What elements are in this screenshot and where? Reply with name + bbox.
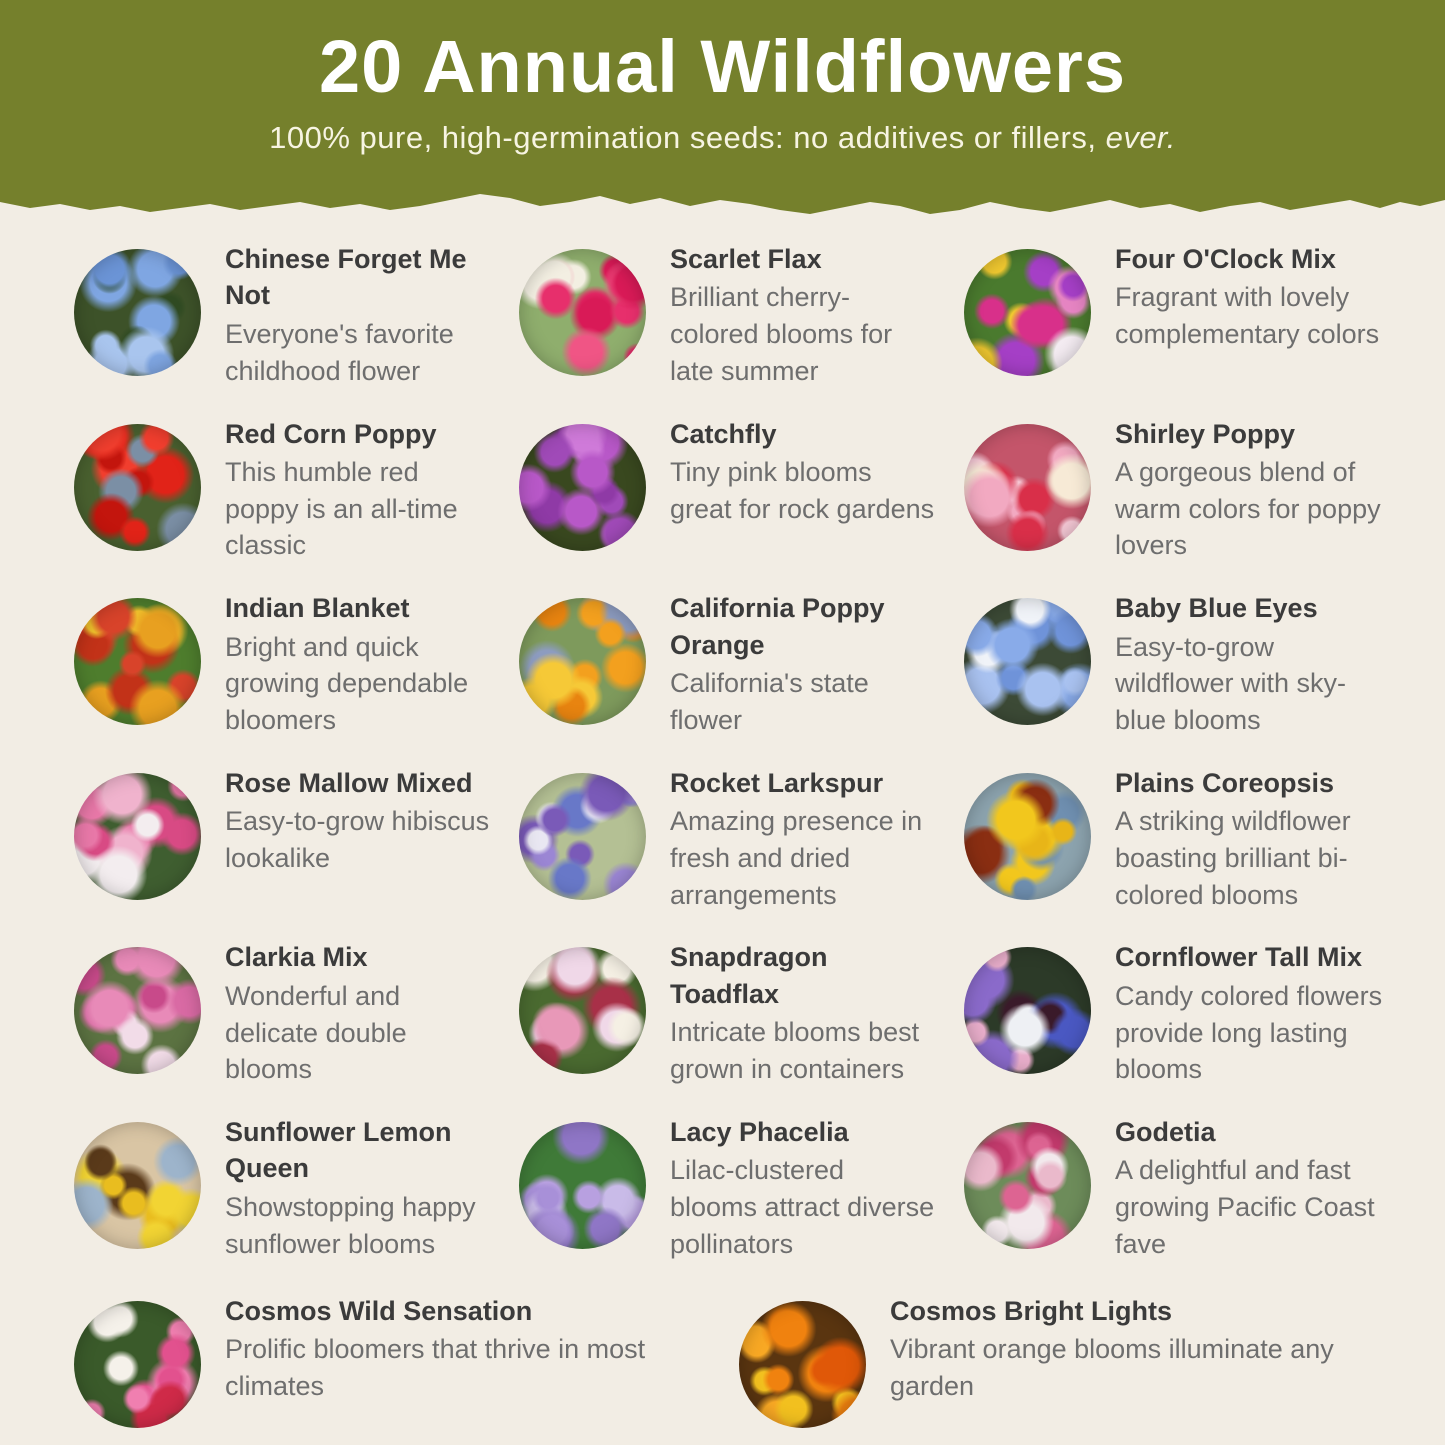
torn-paper-edge	[0, 191, 1445, 219]
flower-name: Red Corn Poppy	[225, 418, 437, 449]
wildflower-text-block	[225, 1114, 493, 1262]
flower-description: This humble red poppy is an all-time classic	[225, 457, 458, 561]
chinese-forget-me-not-photo	[74, 249, 201, 376]
flower-description: California's state flower	[670, 668, 869, 735]
flower-name: Indian Blanket	[225, 593, 410, 624]
rose-mallow-mixed-photo	[74, 773, 201, 900]
wildflower-item	[74, 590, 493, 739]
flower-name: Scarlet Flax	[670, 244, 822, 274]
flower-description: Brilliant cherry-colored blooms for late summer	[670, 282, 893, 386]
flower-description: Intricate blooms best grown in containers	[670, 1017, 920, 1084]
indian-blanket-photo	[74, 598, 201, 725]
plains-coreopsis-photo	[964, 773, 1091, 900]
flower-name: Rocket Larkspur	[670, 767, 884, 798]
wildflower-item	[519, 939, 938, 1088]
four-oclock-mix-photo	[964, 249, 1091, 376]
flower-description: Showstopping happy sunflower blooms	[225, 1191, 476, 1259]
snapdragon-toadflax-photo	[519, 947, 646, 1074]
wildflower-text-block	[670, 416, 938, 528]
lacy-phacelia-photo	[519, 1122, 646, 1249]
wildflower-text-block	[1115, 765, 1383, 914]
godetia-photo	[964, 1122, 1091, 1249]
flower-name: Cornflower Tall Mix	[1115, 942, 1363, 973]
flower-description: Candy colored flowers provide long lasting blooms	[1115, 980, 1383, 1085]
flower-description: A gorgeous blend of warm colors for poppy lovers	[1115, 457, 1381, 561]
flower-description: Tiny pink blooms great for rock gardens	[670, 457, 935, 524]
page-subtitle	[0, 120, 1445, 156]
wildflower-item	[964, 416, 1383, 565]
flower-description: A delightful and fast growing Pacific Coast fave	[1115, 1155, 1375, 1259]
wildflower-text-block	[1115, 241, 1383, 353]
flower-description: Prolific bloomers that thrive in most climates	[225, 1334, 646, 1401]
wildflower-item	[519, 1114, 938, 1263]
wildflower-text-block	[225, 241, 493, 389]
wildflower-item	[519, 590, 938, 739]
wildflower-grid-bottom-row	[0, 1263, 1445, 1428]
wildflower-text-block	[670, 1114, 938, 1263]
flower-description: Easy-to-grow hibiscus lookalike	[225, 806, 490, 873]
flower-name: Clarkia Mix	[225, 942, 368, 973]
flower-name: Four O'Clock Mix	[1115, 244, 1336, 274]
wildflower-text-block	[225, 1293, 719, 1405]
wildflower-item	[74, 241, 493, 390]
flower-description: Amazing presence in fresh and dried arrangements	[670, 806, 923, 910]
shirley-poppy-photo	[964, 424, 1091, 551]
flower-description: Bright and quick growing dependable bloomers	[225, 631, 469, 736]
flower-description: Lilac-clustered blooms attract diverse pollinators	[670, 1155, 935, 1259]
flower-name: Catchfly	[670, 418, 777, 449]
clarkia-mix-photo	[74, 947, 201, 1074]
wildflower-text-block	[670, 765, 938, 914]
sunflower-lemon-queen-photo	[74, 1122, 201, 1249]
wildflower-item	[964, 590, 1383, 739]
cosmos-bright-lights-photo	[739, 1301, 866, 1428]
scarlet-flax-photo	[519, 249, 646, 376]
wildflower-text-block	[1115, 590, 1383, 739]
flower-description: Fragrant with lovely complementary colors	[1115, 282, 1380, 350]
flower-description: Wonderful and delicate double blooms	[225, 980, 407, 1085]
wildflower-item	[964, 939, 1383, 1088]
flower-description: Everyone's favorite childhood flower	[225, 318, 454, 386]
flower-name: Rose Mallow Mixed	[225, 767, 473, 798]
baby-blue-eyes-photo	[964, 598, 1091, 725]
wildflower-item	[964, 241, 1383, 390]
wildflower-text-block	[225, 765, 493, 877]
cosmos-wild-sensation-photo	[74, 1301, 201, 1428]
wildflower-text-block	[890, 1293, 1383, 1405]
flower-name: Chinese Forget Me Not	[225, 244, 467, 311]
flower-name: Plains Coreopsis	[1115, 767, 1335, 798]
subtitle-text: 100% pure, high-germination seeds: no additives or fillers,	[269, 120, 1106, 155]
flower-description: Easy-to-grow wildflower with sky-blue blooms	[1115, 631, 1347, 736]
wildflower-item	[74, 416, 493, 565]
wildflower-grid	[0, 219, 1445, 1263]
wildflower-item	[964, 1114, 1383, 1263]
wildflower-text-block	[225, 939, 493, 1088]
wildflower-item	[519, 765, 938, 914]
flower-name: Sunflower Lemon Queen	[225, 1116, 452, 1184]
subtitle-emphasis: ever.	[1105, 120, 1176, 155]
wildflower-text-block	[1115, 416, 1383, 565]
wildflower-item	[519, 241, 938, 390]
red-corn-poppy-photo	[74, 424, 201, 551]
flower-name: Cosmos Wild Sensation	[225, 1295, 533, 1326]
flower-name: Cosmos Bright Lights	[890, 1295, 1172, 1326]
flower-name: Godetia	[1115, 1116, 1216, 1147]
wildflower-text-block	[670, 590, 938, 738]
wildflower-text-block	[670, 939, 938, 1087]
wildflower-item	[74, 1114, 493, 1263]
cornflower-tall-mix-photo	[964, 947, 1091, 1074]
wildflower-item	[519, 416, 938, 565]
flower-name: Snapdragon Toadflax	[670, 942, 828, 1009]
wildflower-text-block	[225, 590, 493, 739]
wildflower-text-block	[670, 241, 938, 390]
wildflower-text-block	[1115, 1114, 1383, 1263]
flower-description: Vibrant orange blooms illuminate any garden	[890, 1334, 1334, 1401]
wildflower-item	[739, 1293, 1383, 1428]
header-banner	[0, 0, 1445, 192]
wildflower-text-block	[225, 416, 493, 565]
wildflower-item	[74, 765, 493, 914]
catchfly-photo	[519, 424, 646, 551]
wildflower-item	[74, 1293, 719, 1428]
wildflower-text-block	[1115, 939, 1383, 1088]
california-poppy-orange-photo	[519, 598, 646, 725]
page-title: 20 Annual Wildflowers	[318, 25, 1127, 108]
flower-name: Baby Blue Eyes	[1115, 593, 1318, 624]
flower-name: Lacy Phacelia	[670, 1116, 849, 1147]
flower-description: A striking wildflower boasting brilliant bi-colored blooms	[1115, 806, 1351, 910]
flower-name: Shirley Poppy	[1115, 418, 1296, 449]
flower-name: California Poppy Orange	[670, 593, 885, 660]
wildflower-item	[74, 939, 493, 1088]
rocket-larkspur-photo	[519, 773, 646, 900]
wildflower-item	[964, 765, 1383, 914]
